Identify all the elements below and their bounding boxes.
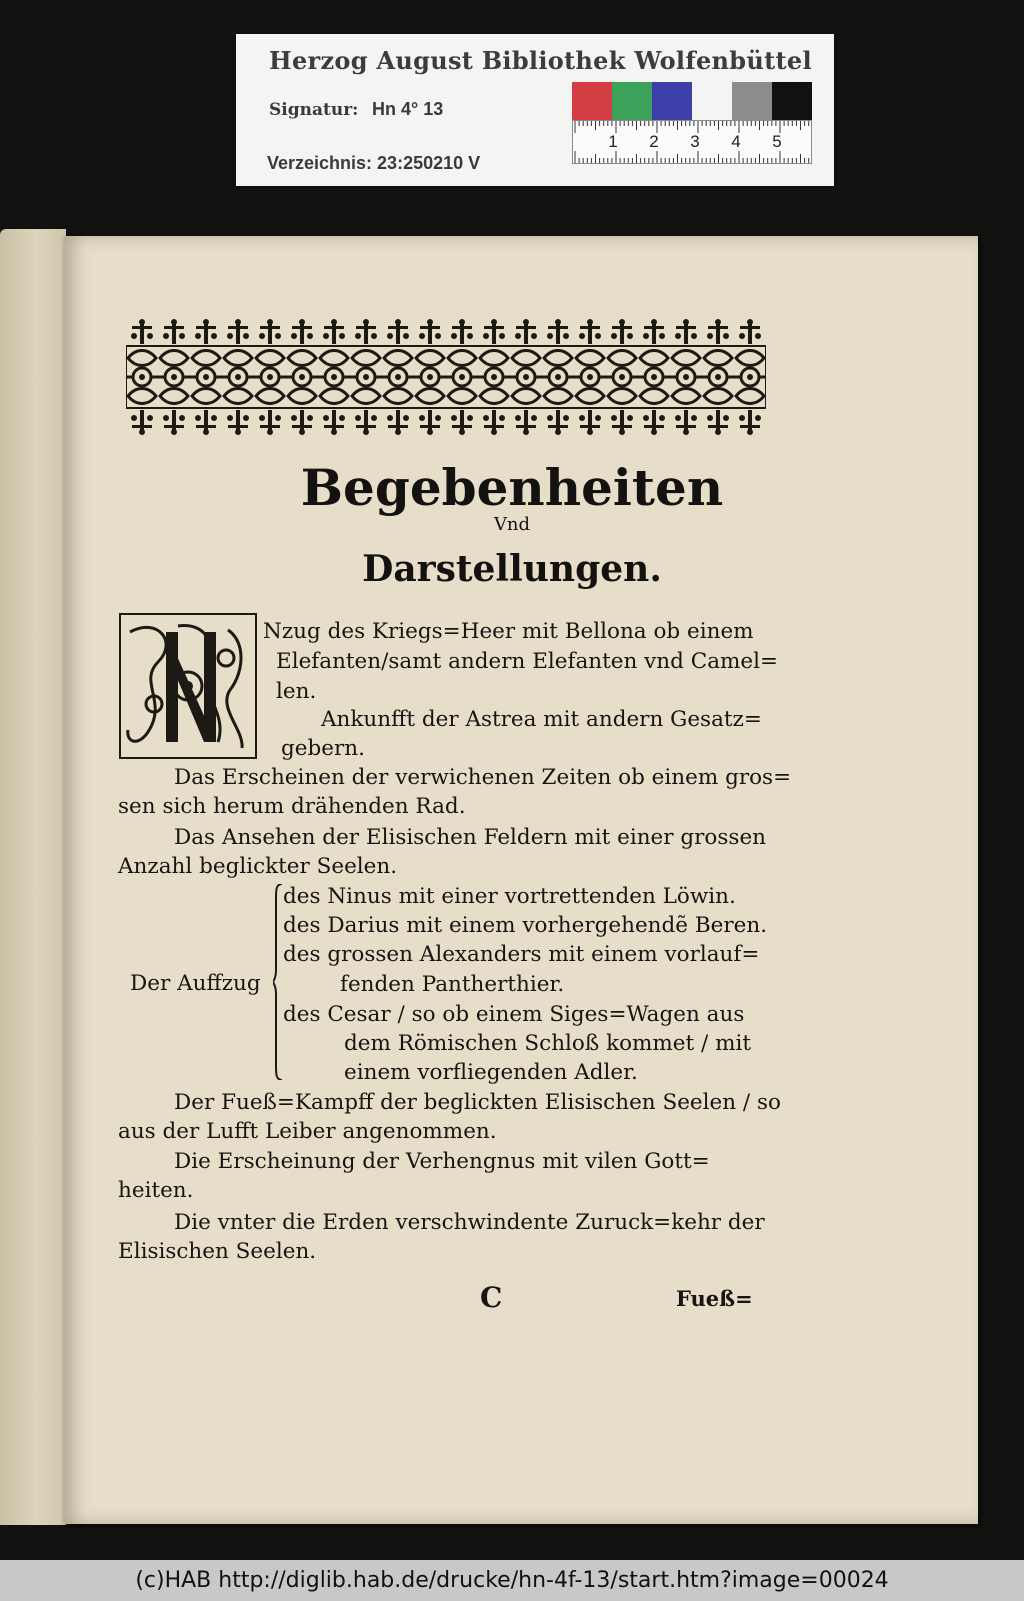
bracket-brace xyxy=(273,884,283,1080)
scale-ruler xyxy=(572,120,812,164)
signatur-value: Hn 4° 13 xyxy=(372,99,444,119)
swatch-gray xyxy=(732,82,772,120)
procession-label: Der Auffzug xyxy=(130,971,261,996)
text-line: aus der Lufft Leiber angenommen. xyxy=(118,1119,497,1144)
catchword: Fueß= xyxy=(676,1286,753,1311)
facing-page-edge xyxy=(0,229,66,1525)
library-name: Herzog August Bibliothek Wolfenbüttel xyxy=(269,46,812,75)
text-line: sen sich herum drähenden Rad. xyxy=(118,794,466,819)
credit-url: (c)HAB http://diglib.hab.de/drucke/hn-4f-13/start.htm?image=00024 xyxy=(135,1568,889,1593)
page-subheading: Darstellungen. xyxy=(362,548,662,590)
procession-item: einem vorfliegenden Adler. xyxy=(344,1060,638,1085)
credit-footer xyxy=(0,1560,1024,1601)
swatch-black xyxy=(772,82,812,120)
swatch-green xyxy=(612,82,652,120)
procession-item: des grossen Alexanders mit einem vorlauf= xyxy=(283,942,760,967)
ruler-number: 2 xyxy=(649,132,659,151)
text-line: len. xyxy=(276,679,317,704)
page-heading: Begebenheiten xyxy=(300,458,724,517)
text-line: Elisischen Seelen. xyxy=(118,1239,317,1264)
swatch-white xyxy=(692,82,732,120)
ruler-number: 3 xyxy=(690,132,700,151)
decorated-initial-letter xyxy=(118,612,258,760)
text-line: heiten. xyxy=(118,1178,194,1203)
text-line: Die Erscheinung der Verhengnus mit vilen Gott= xyxy=(174,1149,710,1174)
procession-item: fenden Pantherthier. xyxy=(340,972,565,997)
procession-item: des Darius mit einem vorhergehendẽ Beren. xyxy=(283,913,768,938)
swatch-red xyxy=(572,82,612,120)
text-line: Anzahl beglickter Seelen. xyxy=(118,854,398,879)
heading-conjunction: Vnd xyxy=(493,514,531,535)
signatur-label: Signatur: xyxy=(269,100,359,120)
text-line: Der Fueß=Kampff der beglickten Elisischen Seelen / so xyxy=(174,1090,781,1115)
procession-item: des Ninus mit einer vortrettenden Löwin. xyxy=(283,884,736,909)
ornamental-headpiece xyxy=(126,318,766,436)
ruler-number: 4 xyxy=(731,132,741,151)
verzeichnis-text: Verzeichnis: 23:250210 V xyxy=(267,153,481,173)
text-line: Ankunfft der Astrea mit andern Gesatz= xyxy=(321,707,762,732)
procession-item: des Cesar / so ob einem Siges=Wagen aus xyxy=(283,1002,745,1027)
ruler-number: 1 xyxy=(608,132,618,151)
text-line: gebern. xyxy=(281,736,365,761)
signature-mark: C xyxy=(480,1281,503,1314)
library-card xyxy=(236,34,834,186)
text-line: Elefanten/samt andern Elefanten vnd Camel= xyxy=(276,649,779,674)
color-calibration-bar xyxy=(572,82,812,120)
text-line: Das Erscheinen der verwichenen Zeiten ob einem gros= xyxy=(174,765,792,790)
procession-item: dem Römischen Schloß kommet / mit xyxy=(344,1031,751,1056)
ruler-number: 5 xyxy=(772,132,782,151)
text-line: Die vnter die Erden verschwindente Zuruck=kehr der xyxy=(174,1210,765,1235)
text-line: Nzug des Kriegs=Heer mit Bellona ob einem xyxy=(263,619,754,644)
text-line: Das Ansehen der Elisischen Feldern mit einer grossen xyxy=(174,825,767,850)
swatch-blue xyxy=(652,82,692,120)
